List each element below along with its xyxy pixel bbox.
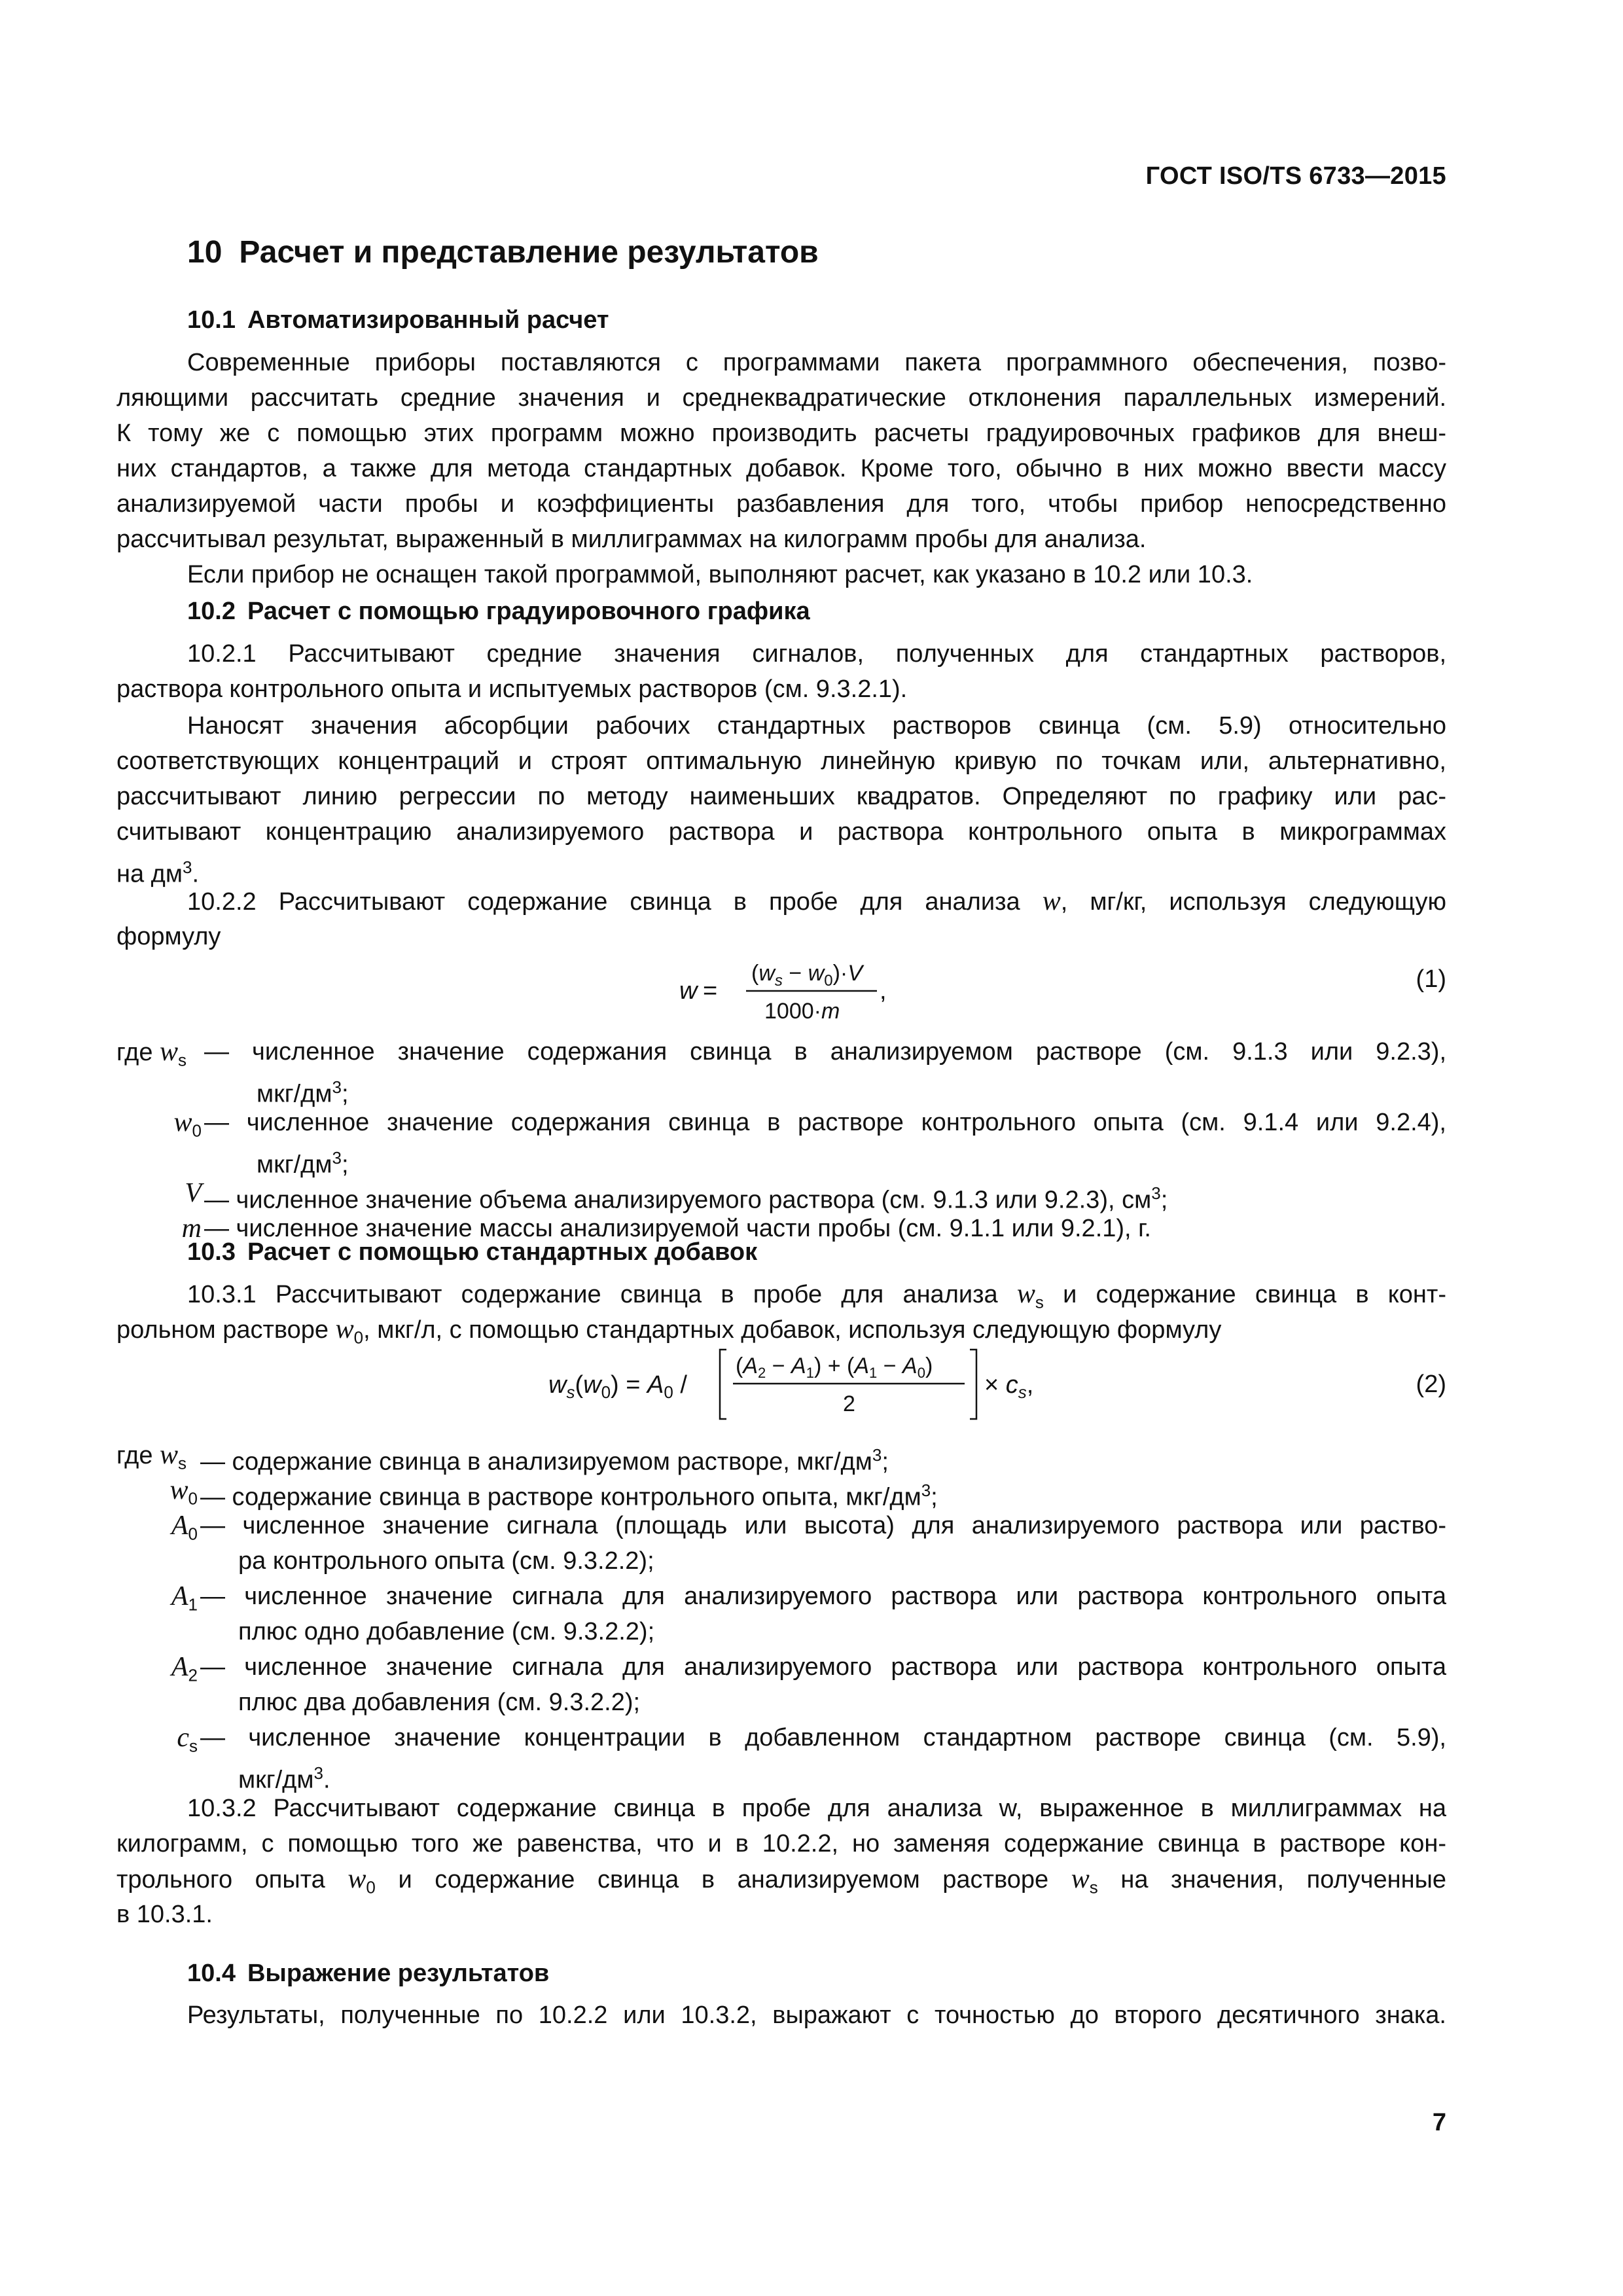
variable-symbol: $A_0$ [171, 1511, 198, 1544]
variable-description-cont: мкг/$дм^3$; [257, 1148, 349, 1179]
variable-description-cont: мкг/$дм^3$; [257, 1077, 349, 1108]
svg-text:w: w [679, 977, 698, 1005]
variable-row [116, 1649, 1446, 1685]
section-title: Расчет и представление результатов [239, 235, 819, 270]
where-label: где $w_s$ [116, 1037, 187, 1070]
subsection-title: Расчет с помощью градуировочного графика [247, 598, 810, 625]
text-line: рассчитывают линию регрессии по методу наименьших квадратов. Определяют по графику или рас- [116, 783, 1446, 810]
variable-row [116, 1175, 1446, 1214]
variable-description-cont: плюс два добавления (см. 9.3.2.2); [238, 1689, 641, 1716]
subsection-heading-10-3 [187, 1238, 757, 1266]
variable-description: — численное значение массы анализируемой части пробы (см. 9.1.1 или 9.2.1), г. [204, 1215, 1151, 1242]
subsection-heading-10-1 [187, 306, 609, 334]
text-line: Если прибор не оснащен такой программой, выполняют расчет, как указано в 10.2 или 10.3. [187, 561, 1253, 588]
formula-1-number: (1) [1416, 965, 1446, 993]
subsection-number: 10.4 [187, 1960, 236, 1987]
variable-description-cont: ра контрольного опыта (см. 9.3.2.2); [238, 1547, 654, 1575]
svg-text:(A2 − A1) + (A1 − A0): $(A_2 - A_1) + (A_1 - A_0)$ [736, 1354, 933, 1381]
text-line: на $дм^3$. [116, 857, 200, 888]
variable-description: — численное значение объема анализируемого раствора (см. 9.1.3 или 9.2.3), $см^3$; [204, 1183, 1168, 1214]
formula-2-number: (2) [1416, 1371, 1446, 1398]
text-line: раствора контрольного опыта и испытуемых растворов (см. 9.3.2.1). [116, 675, 908, 703]
svg-text:,: , [880, 977, 887, 1005]
variable-symbol: $A_1$ [171, 1581, 198, 1615]
text-line: рольном растворе $w_0$, мкг/л, с помощью стандартных добавок, используя следующую формулу [116, 1314, 1222, 1348]
text-line: в 10.3.1. [116, 1901, 213, 1928]
variable-row [116, 1579, 1446, 1614]
variable-row [116, 1543, 1446, 1579]
paragraph-10-1 [116, 345, 1446, 592]
variable-description: — численное значение сигнала для анализируемого раствора или раствора контрольного опыта [200, 1583, 1446, 1610]
paragraph-10-2-1b [116, 708, 1446, 888]
variable-description: — численное значение содержания свинца в анализируемом растворе (см. 9.1.3 или 9.2.3), [204, 1038, 1446, 1066]
variable-symbol: m [181, 1213, 202, 1244]
text-line: соответствующих концентраций и строят оптимальную линейную кривую по точкам или, альтернативно, [116, 747, 1446, 775]
text-line: рассчитывал результат, выраженный в миллиграммах на килограмм пробы для анализа. [116, 526, 1147, 553]
variable-row [116, 1069, 1446, 1108]
variable-symbol: $A_2$ [171, 1652, 198, 1685]
page-number: 7 [1432, 2109, 1446, 2136]
subsection-number: 10.2 [187, 598, 236, 625]
subsection-heading-10-4 [187, 1960, 549, 1988]
subsection-title: Автоматизированный расчет [247, 306, 609, 334]
variables-list-1 [116, 1034, 1446, 1246]
paragraph-10-3-2 [116, 1791, 1446, 1932]
variable-row [116, 1720, 1446, 1755]
text-line: 10.3.1 Рассчитывают содержание свинца в пробе для анализа $w_s$ и содержание свинца в конт- [187, 1279, 1446, 1312]
subsection-title: Выражение результатов [247, 1960, 550, 1987]
variable-symbol: $w_0$ [169, 1475, 198, 1509]
variable-description: — содержание свинца в анализируемом растворе, мкг/$дм^3$; [200, 1445, 889, 1476]
text-line: трольного опыта $w_0$ и содержание свинца в анализируемом растворе $w_s$ на значения, полученные [116, 1864, 1447, 1897]
variable-description: — численное значение сигнала для анализируемого раствора или раствора контрольного опыта [200, 1653, 1446, 1681]
text-line: 10.2.2 Рассчитывают содержание свинца в пробе для анализа w, мг/кг, используя следующую [187, 886, 1447, 916]
formula-1 [679, 954, 1020, 1026]
svg-text:=: = [703, 977, 718, 1005]
text-line: них стандартов, а также для метода стандартных добавок. Кроме того, обычно в них можно ввести массу [116, 455, 1446, 482]
variable-description: — численное значение сигнала (площадь или высота) для анализируемого раствора или раство- [200, 1512, 1446, 1539]
paragraph-10-3-1 [116, 1276, 1446, 1347]
variable-description-cont: мкг/$дм^3$. [238, 1763, 330, 1794]
standard-header: ГОСТ ISO/TS 6733—2015 [1145, 162, 1446, 190]
variable-description: — численное значение содержания свинца в растворе контрольного опыта (см. 9.1.4 или 9.2.4), [204, 1109, 1446, 1136]
svg-text:2: 2 [843, 1391, 855, 1416]
document-page [116, 0, 1446, 2296]
svg-text:ws(w0) = A0 /: $w_s(w_0) = A_0$ / [548, 1371, 687, 1402]
text-line: считывают концентрацию анализируемого раствора и раствора контрольного опыта в микрограммах [116, 818, 1446, 846]
variable-row [116, 1437, 1446, 1476]
variable-row [116, 1614, 1446, 1649]
variable-description: — содержание свинца в растворе контрольного опыта, мкг/$дм^3$; [200, 1480, 938, 1511]
variable-row [116, 1508, 1446, 1543]
subsection-heading-10-2 [187, 598, 810, 626]
text-line: 10.2.1 Рассчитывают средние значения сигналов, полученных для стандартных растворов, [187, 640, 1446, 668]
variable-row [116, 1685, 1446, 1720]
variable-description-cont: плюс одно добавление (см. 9.3.2.2); [238, 1618, 655, 1645]
variable-row [116, 1755, 1446, 1794]
text-line: Современные приборы поставляются с программами пакета программного обеспечения, позво- [187, 349, 1446, 376]
variable-symbol: V [185, 1178, 202, 1208]
subsection-number: 10.1 [187, 306, 236, 334]
text-line: ляющими рассчитать средние значения и среднеквадратические отклонения параллельных измерений. [116, 384, 1446, 412]
variable-row [116, 1034, 1446, 1069]
svg-text:(ws − w0)·V: $(w_s - w_0)\cdot V$ [751, 961, 863, 990]
text-line: анализируемой части пробы и коэффициенты разбавления для того, чтобы прибор непосредственно [116, 490, 1446, 518]
text-line: формулу [116, 923, 221, 950]
paragraph-10-2-1 [116, 636, 1446, 707]
variable-row [116, 1473, 1446, 1511]
paragraph-10-4 [116, 1998, 1446, 2033]
section-number: 10 [187, 235, 223, 270]
text-line: килограмм, с помощью того же равенства, что и в 10.2.2, но заменяя содержание свинца в растворе кон- [116, 1830, 1446, 1857]
subsection-number: 10.3 [187, 1238, 236, 1266]
svg-text:1000·m: 1000·m [764, 999, 840, 1024]
variable-description: — численное значение концентрации в добавленном стандартном растворе свинца (см. 5.9), [200, 1724, 1446, 1751]
section-heading [187, 234, 819, 270]
variable-symbol: $w_0$ [173, 1107, 202, 1141]
text-line: 10.3.2 Рассчитывают содержание свинца в пробе для анализа w, выраженное в миллиграммах на [187, 1795, 1446, 1822]
text-line: Наносят значения абсорбции рабочих стандартных растворов свинца (см. 5.9) относительно [187, 712, 1446, 740]
variable-row [116, 1140, 1446, 1179]
variable-row [116, 1105, 1446, 1140]
subsection-title: Расчет с помощью стандартных добавок [247, 1238, 758, 1266]
text-line: Результаты, полученные по 10.2.2 или 10.3.2, выражают с точностью до второго десятичного знака. [187, 2001, 1446, 2029]
variables-list-2 [116, 1437, 1446, 1794]
svg-text:× cs,: × $c_s$, [984, 1371, 1034, 1402]
variable-symbol: $c_s$ [177, 1723, 198, 1756]
formula-2 [548, 1343, 1124, 1428]
paragraph-10-2-2 [116, 884, 1446, 954]
text-line: К тому же с помощью этих программ можно производить расчеты градуировочных графиков для внеш- [116, 420, 1446, 447]
where-label: где $w_s$ [116, 1440, 187, 1473]
